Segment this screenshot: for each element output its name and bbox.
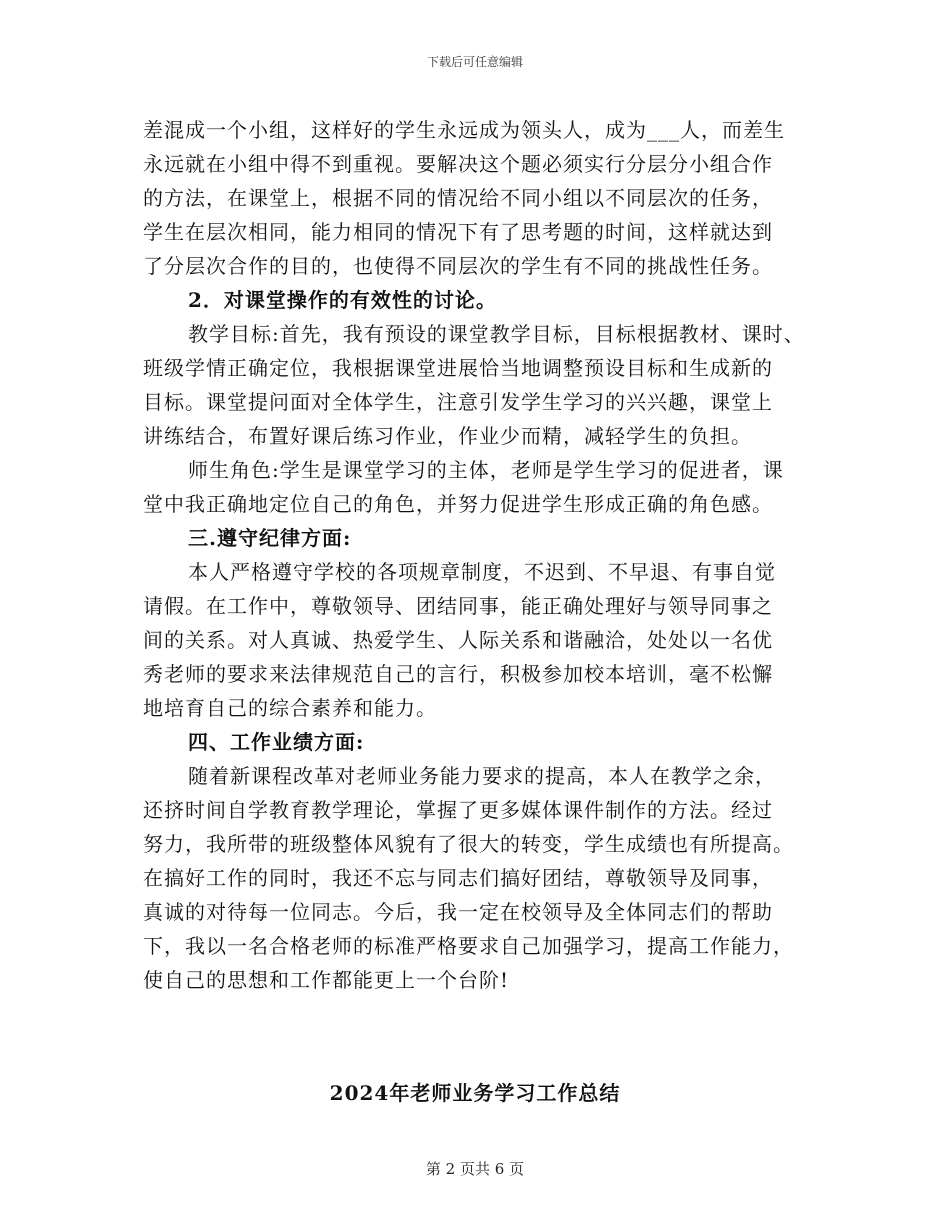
paragraph-line: 随着新课程改革对老师业务能力要求的提高，本人在教学之余， <box>188 764 776 788</box>
paragraph-line: 地培育自己的综合素养和能力。 <box>143 696 437 720</box>
paragraph-line: 目标。课堂提问面对全体学生，注意引发学生学习的兴兴趣，课堂上 <box>143 390 773 414</box>
paragraph-line: 永远就在小组中得不到重视。要解决这个题必须实行分层分小组合作 <box>143 152 773 176</box>
paragraph-line: 差混成一个小组，这样好的学生永远成为领头人，成为___人，而差生 <box>143 118 785 142</box>
paragraph-line: 真诚的对待每一位同志。今后，我一定在校领导及全体同志们的帮助 <box>143 900 773 924</box>
paragraph-line: 的方法，在课堂上，根据不同的情况给不同小组以不同层次的任务， <box>143 186 773 210</box>
paragraph-line: 堂中我正确地定位自己的角色，并努力促进学生形成正确的角色感。 <box>143 492 773 516</box>
paragraph-line: 班级学情正确定位，我根据课堂进展恰当地调整预设目标和生成新的 <box>143 356 773 380</box>
paragraph-line: 在搞好工作的同时，我还不忘与同志们搞好团结，尊敬领导及同事， <box>143 866 773 890</box>
page-number: 第 2 页共 6 页 <box>425 1160 525 1178</box>
section-heading-3: 三.遵守纪律方面: <box>188 526 352 550</box>
document-body <box>143 113 823 997</box>
paragraph-line: 教学目标:首先，我有预设的课堂教学目标，目标根据教材、课时、 <box>188 322 805 346</box>
paragraph-line: 了分层次合作的目的，也使得不同层次的学生有不同的挑战性任务。 <box>143 254 773 278</box>
document-title: 2024年老师业务学习工作总结 <box>329 1081 621 1105</box>
section-heading-4: 四、工作业绩方面: <box>188 730 365 754</box>
paragraph-line: 秀老师的要求来法律规范自己的言行，积极参加校本培训，毫不松懈 <box>143 662 773 686</box>
paragraph-line: 间的关系。对人真诚、热爱学生、人际关系和谐融洽，处处以一名优 <box>143 628 773 652</box>
paragraph-line: 还挤时间自学教育教学理论，掌握了更多媒体课件制作的方法。经过 <box>143 798 773 822</box>
paragraph-line: 讲练结合，布置好课后练习作业，作业少而精，减轻学生的负担。 <box>143 424 752 448</box>
paragraph-line: 请假。在工作中，尊敬领导、团结同事，能正确处理好与领导同事之 <box>143 594 773 618</box>
paragraph-line: 本人严格遵守学校的各项规章制度，不迟到、不早退、有事自觉 <box>188 560 776 584</box>
paragraph-line: 努力，我所带的班级整体风貌有了很大的转变，学生成绩也有所提高。 <box>143 832 794 856</box>
paragraph-line: 下，我以一名合格老师的标准严格要求自己加强学习，提高工作能力， <box>143 934 794 958</box>
paragraph-line: 使自己的思想和工作都能更上一个台阶! <box>143 968 510 992</box>
header-note: 下载后可任意编辑 <box>426 55 523 69</box>
section-heading-2: 2．对课堂操作的有效性的讨论。 <box>188 288 497 312</box>
paragraph-line: 师生角色:学生是课堂学习的主体，老师是学生学习的促进者，课 <box>188 458 784 482</box>
paragraph-line: 学生在层次相同，能力相同的情况下有了思考题的时间，这样就达到 <box>143 220 773 244</box>
